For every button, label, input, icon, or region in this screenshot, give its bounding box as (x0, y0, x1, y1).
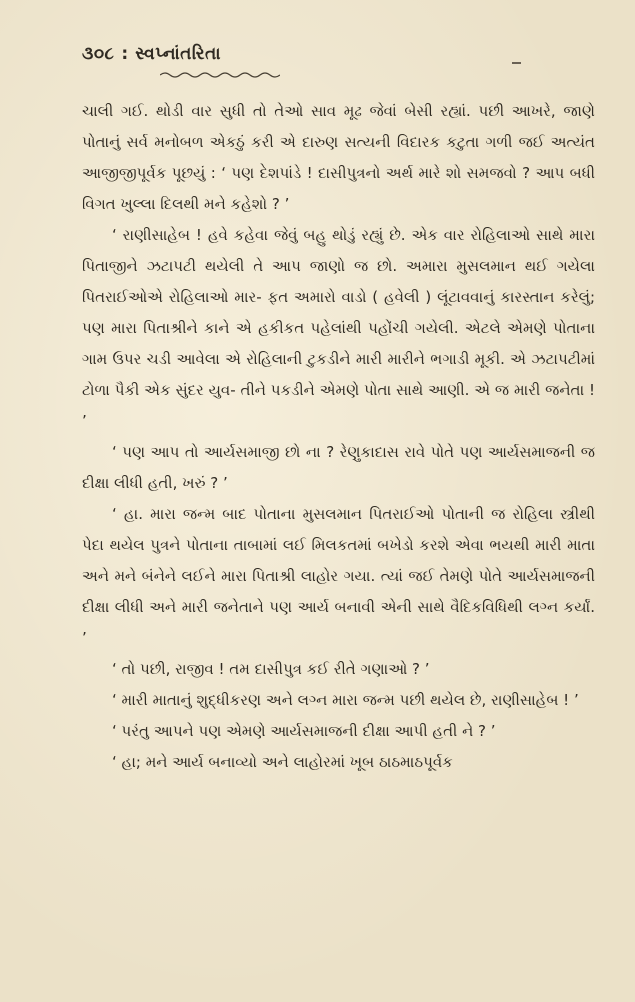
header-underline-ornament (160, 71, 280, 79)
paragraph-8: ‘ હા; મને આર્ય બનાવ્યો અને લાહોરમાં ખૂબ ઠાઠમાઠપૂર્વક (112, 753, 453, 771)
paragraph-5: ‘ તો પછી, રાજીવ ! તમ દાસીપુત્ર કઈ રીતે ગણાઓ ? ’ (112, 660, 430, 678)
stray-mark (512, 62, 521, 64)
page-body (82, 96, 595, 778)
paragraph-6: ‘ મારી માતાનું શુદ્ધીકરણ અને લગ્ન મારા જન્મ પછી થયેલ છે, રાણીસાહેબ ! ’ (112, 691, 579, 709)
running-title: સ્વપ્નાંતરિતા (135, 44, 221, 64)
page-number: ૩૦૮ (82, 44, 115, 64)
paragraph-4: ‘ હા. મારા જન્મ બાદ પોતાના મુસલમાન પિતરાઈઓ પોતાની જ રોહિલા સ્ત્રીથી પેદા થયેલ પુત્રને પોતાના તાબામાં લઈ મિલકતમાં બખેડો કરશે એવા ભયથી મારી માતા અને મને બંનેને લઈને મારા પિતાશ્રી લાહોર ગયા. ત્યાં જઈ તેમણે પોતે આર્યસમાજની દીક્ષા લીધી અને મારી જનેતાને પણ આર્ય બનાવી એની સાથે વૈદિકવિધિથી લગ્ન કર્યાં. ’ (82, 505, 595, 647)
paragraph-7: ‘ પરંતુ આપને પણ એમણે આર્યસમાજની દીક્ષા આપી હતી ને ? ’ (112, 722, 496, 740)
header-separator: : (121, 44, 129, 64)
paragraph-2: ‘ રાણીસાહેબ ! હવે કહેવા જેવું બહુ થોડું રહ્યું છે. એક વાર રોહિલાઓ સાથે મારા પિતાજીને ઝટાપટી થયેલી તે આપ જાણો જ છો. અમારા મુસલમાન થઈ ગયેલા પિતરાઈઓએ રોહિલાઓ માર- ફત અમારો વાડો ( હવેલી ) લૂંટાવવાનું કારસ્તાન કરેલું; પણ મારા પિતાશ્રીને કાને એ હકીકત પહેલાંથી પહોંચી ગયેલી. એટલે એમણે પોતાના ગામ ઉપર ચડી આવેલા એ રોહિલાની ટુકડીને મારી મારીને ભગાડી મૂકી. એ ઝટાપટીમાં ટોળા પૈકી એક સુંદર યુવ- તીને પકડીને એમણે પોતા સાથે આણી. એ જ મારી જનેતા ! ’ (82, 226, 595, 430)
paragraph-1: ચાલી ગઈ. થોડી વાર સુધી તો તેઓ સાવ મૂઢ જેવાં બેસી રહ્યાં. પછી આખરે, જાણે પોતાનું સર્વ મનોબળ એકઠું કરી એ દારુણ સત્યની વિદારક કટુતા ગળી જઈ અત્યંત આજીજીપૂર્વક પૂછયું : ‘ પણ દેશપાંડે ! દાસીપુત્રનો અર્થ મારે શો સમજવો ? આપ બધી વિગત ખુલ્લા દિલથી મને કહેશો ? ’ (82, 102, 595, 213)
paragraph-3: ‘ પણ આપ તો આર્યસમાજી છો ના ? રેણુકાદાસ રાવે પોતે પણ આર્યસમાજની જ દીક્ષા લીધી હતી, ખરું ? ’ (82, 443, 595, 492)
